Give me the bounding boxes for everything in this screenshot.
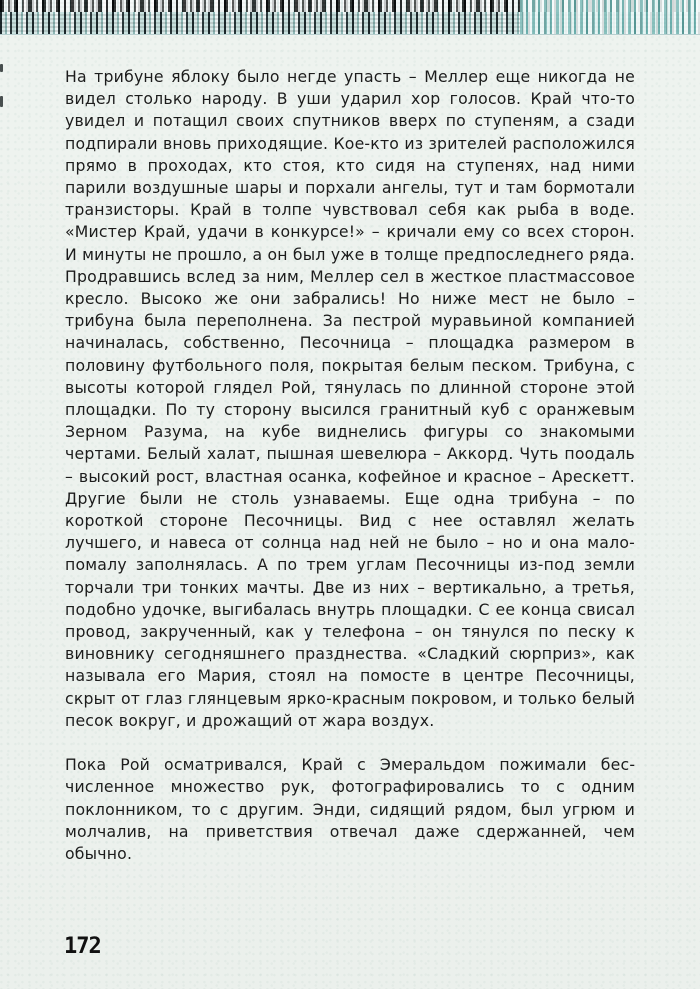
scan-edge-mark (0, 64, 3, 72)
paragraph-2: Пока Рой осматривался, Край с Эмеральдом пожимали бесчисленное множество рук, фотографировались то с одним поклонником, то с другим. Энди, сидящий рядом, был угрюм и молчалив, на приветствия отвечал даже сдержанней, чем обычно. (65, 755, 635, 863)
page-number: 172 (64, 934, 101, 959)
scan-edge-mark (0, 96, 3, 107)
decorative-top-band (0, 0, 700, 35)
main-text-block (65, 66, 635, 865)
paragraph-1: На трибуне яблоку было негде упасть – Меллер еще никогда не видел столько народу. В уши ударил хор голосов. Край что-то увидел и потащил своих спутников вверх по ступеням, а сзади подпирали вновь приходящие. Кое-кто из зрителей расположился прямо в проходах, кто стоя, кто сидя на ступенях, над ними парили воздушные шары и порхали ангелы, тут и там бормотали транзисторы. Край в толпе чувствовал себя как рыба в воде. «Мистер Край, удачи в конкурсе!» – кричали ему со всех сторон. И минуты не прошло, а он был уже в толще предпоследнего ряда. Продравшись вслед за ним, Меллер сел в жесткое пластмассовое кресло. Высоко же они забрались! Но ниже мест не было – трибуна была переполнена. За пестрой муравьиной компанией начиналась, собственно, Песочница – площадка размером в половину футбольного поля, покрытая белым песком. Трибуна, с высоты которой глядел Рой, тянулась по длинной стороне этой площадки. По ту сторону высился гранитный куб с оранжевым Зерном Разума, на кубе виднелись фигуры со знакомыми чертами. Белый халат, пышная шевелюра – Аккорд. Чуть поодаль – высокий рост, властная осанка, кофейное и красное – Арескетт. Другие были не столь узнаваемы. Еще одна трибуна – по короткой стороне Песочницы. Вид с нее оставлял желать лучшего, и навеса от солнца над ней не было – но и она мало-помалу заполнялась. А по трем углам Песочницы из-под земли торчали три тонких мачты. Две из них – вертикально, а третья, подобно удочке, выгибалась внутрь площадки. С ее конца свисал провод, закрученный, как у телефона – он тянулся по песку к виновнику сегодняшнего празднества. «Сладкий сюрприз», как называла его Мария, стоял на помосте в центре Песочницы, скрыт от глаз глянцевым ярко-красным покровом, и только белый песок вокруг, и дрожащий от жара воздух. (65, 67, 635, 730)
